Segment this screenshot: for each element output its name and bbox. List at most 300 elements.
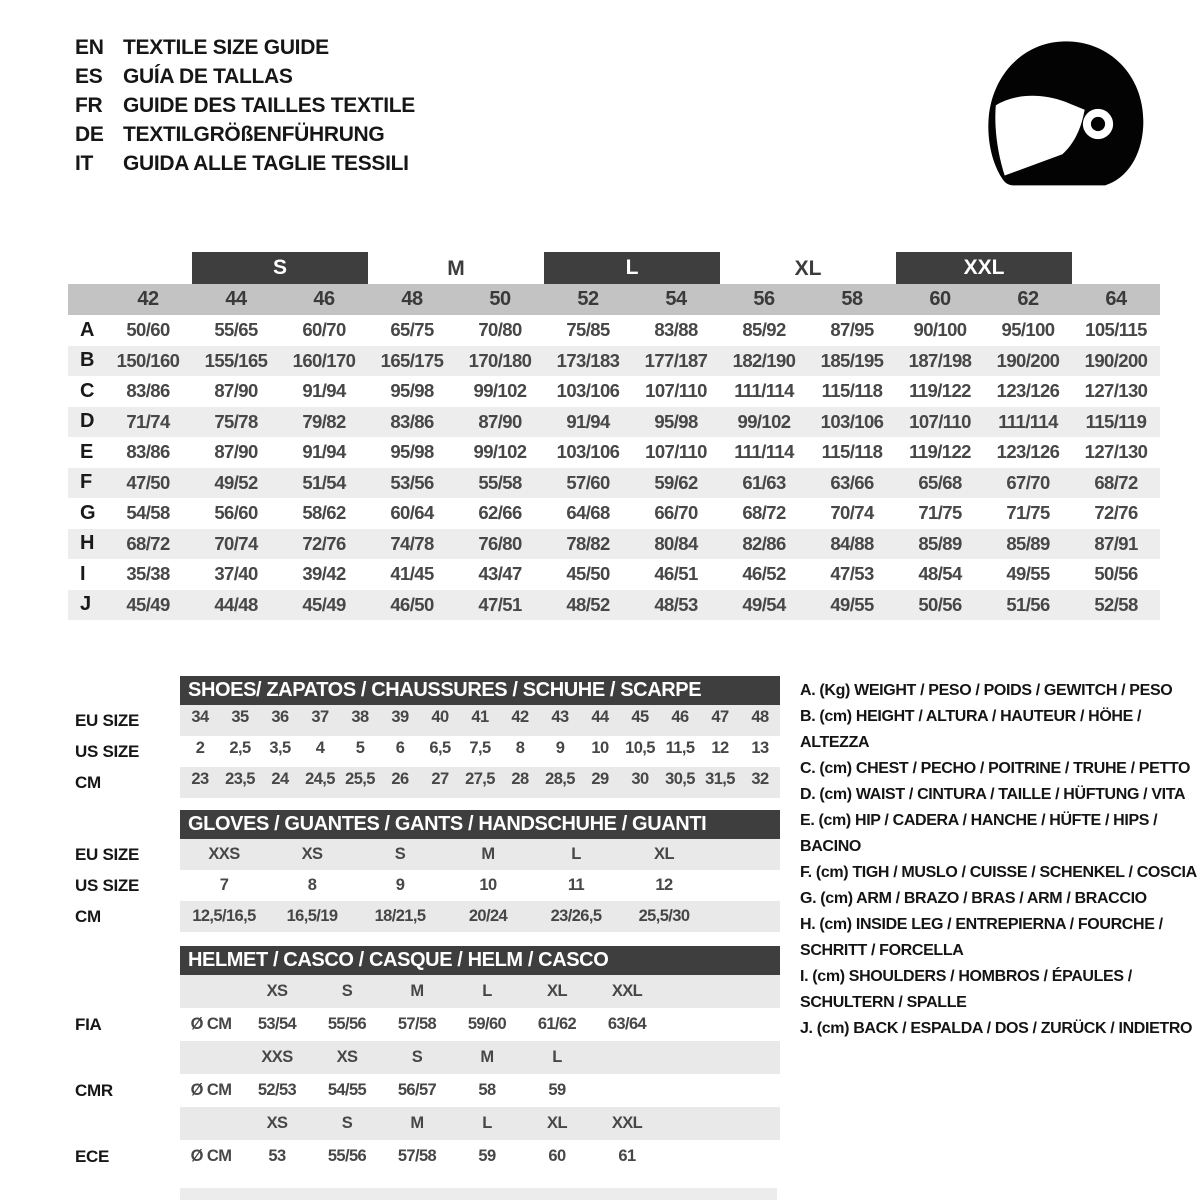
size-cell: 185/195	[820, 349, 884, 371]
language-title-line	[75, 152, 415, 181]
shoes-values	[180, 767, 780, 798]
size-cell: 75/78	[214, 410, 258, 432]
size-cell: 44/48	[214, 593, 258, 615]
size-cell: 45/50	[566, 563, 610, 585]
size-cell: 190/200	[996, 349, 1060, 371]
size-cell: 115/119	[1085, 410, 1147, 432]
helmet-values	[180, 1140, 780, 1173]
size-value: 27	[431, 770, 449, 788]
size-cell: 56/60	[214, 502, 258, 524]
size-value: 5	[355, 739, 365, 757]
size-value: 54/55	[327, 1081, 367, 1099]
size-cell: 54/58	[126, 502, 170, 524]
shoes-row	[68, 705, 780, 736]
size-band-s: S	[192, 252, 368, 284]
size-value: 11	[567, 876, 585, 894]
size-cell: 99/102	[737, 410, 791, 432]
size-cell: 68/72	[742, 502, 786, 524]
gloves-row	[68, 901, 780, 932]
size-value: 58	[478, 1081, 496, 1099]
size-cell: 107/110	[645, 441, 707, 463]
size-cell: 83/88	[654, 319, 698, 341]
size-cell: 37/40	[214, 563, 258, 585]
size-cell: 105/115	[1085, 319, 1147, 341]
size-cell: 87/95	[830, 319, 874, 341]
helmet-sizes-row	[68, 1041, 780, 1074]
measurement-legend	[800, 678, 1200, 1042]
size-cell: 87/90	[214, 441, 258, 463]
language-title-line	[75, 123, 415, 152]
size-value: 31,5	[705, 770, 735, 788]
size-cell: 57/60	[566, 471, 610, 493]
size-value: 36	[271, 708, 289, 726]
size-cell: 155/165	[204, 349, 268, 371]
size-value: 12	[711, 739, 729, 757]
spacer	[68, 1041, 180, 1074]
size-band-row	[68, 252, 1160, 284]
size-value: 23	[191, 770, 209, 788]
language-code: FR	[75, 94, 103, 117]
size-value: 57/58	[397, 1147, 437, 1165]
size-value: 25,5	[345, 770, 375, 788]
size-value: 12	[655, 876, 673, 894]
guide-title: GUIDA ALLE TAGLIE TESSILI	[123, 152, 409, 175]
table-row	[68, 315, 1160, 346]
helmet-values-row	[68, 1008, 780, 1041]
size-cell: 64/68	[566, 502, 610, 524]
helmet-values	[180, 1074, 780, 1107]
helmet-size-label: L	[482, 1114, 492, 1132]
size-value: 2,5	[229, 739, 251, 757]
shoes-section-header: SHOES/ ZAPATOS / CHAUSSURES / SCHUHE / SCARPE	[180, 676, 780, 705]
size-cell: 65/68	[918, 471, 962, 493]
size-value: 9	[395, 876, 405, 894]
size-value: 10	[591, 739, 609, 757]
size-value: 3,5	[269, 739, 291, 757]
size-cell: 48/54	[918, 563, 962, 585]
row-label: E	[80, 440, 94, 463]
table-row	[68, 498, 1160, 529]
row-label: EU SIZE	[75, 710, 140, 730]
size-value: 24	[271, 770, 289, 788]
table-row	[68, 376, 1160, 407]
size-value: 59	[478, 1147, 496, 1165]
size-cell: 47/51	[478, 593, 522, 615]
row-label: I	[80, 562, 86, 585]
helmet-values-row	[68, 1140, 780, 1173]
column-header: 46	[313, 288, 335, 310]
size-cell: 59/62	[654, 471, 698, 493]
size-value: 45	[631, 708, 649, 726]
row-label: D	[80, 410, 95, 433]
language-title-line	[75, 36, 415, 65]
size-cell: 91/94	[302, 441, 346, 463]
helmet-values-row	[68, 1074, 780, 1107]
size-value: 2	[195, 739, 205, 757]
helmet-size-label: XXL	[611, 982, 643, 1000]
size-cell: 91/94	[302, 380, 346, 402]
column-header: 44	[225, 288, 247, 310]
size-value: 63/64	[607, 1015, 647, 1033]
helmet-size-label: S	[411, 1048, 423, 1066]
column-header: 58	[841, 288, 863, 310]
row-label: CM	[75, 906, 101, 926]
size-cell: 48/53	[654, 593, 698, 615]
size-cell: 71/75	[1006, 502, 1050, 524]
size-value: 12,5/16,5	[192, 907, 256, 925]
size-value: 20/24	[468, 907, 508, 925]
size-value: 30	[631, 770, 649, 788]
shoes-size-table	[68, 676, 780, 798]
size-value: 8	[307, 876, 317, 894]
size-value: 56/57	[397, 1081, 437, 1099]
row-label: A	[80, 318, 95, 341]
size-cell: 51/54	[302, 471, 346, 493]
legend-item: I. (cm) SHOULDERS / HOMBROS / ÉPAULES / SCHULTERN / SPALLE	[800, 968, 1132, 1011]
size-cell: 41/45	[390, 563, 434, 585]
shoes-row	[68, 736, 780, 767]
size-cell: 76/80	[478, 532, 522, 554]
size-cell: 123/126	[996, 380, 1060, 402]
helmet-size-label: XS	[336, 1048, 358, 1066]
size-cell: 72/76	[1094, 502, 1138, 524]
size-cell: 111/114	[734, 380, 794, 402]
helmet-sizes	[180, 1041, 780, 1074]
row-label: US SIZE	[75, 741, 140, 761]
size-value: 16,5/19	[286, 907, 338, 925]
size-cell: 39/42	[302, 563, 346, 585]
size-cell: 173/183	[556, 349, 620, 371]
column-header: 60	[929, 288, 951, 310]
size-value: XL	[654, 845, 674, 863]
helmet-size-label: L	[552, 1048, 562, 1066]
size-cell: 49/54	[742, 593, 786, 615]
row-label: EU SIZE	[75, 844, 140, 864]
helmet-values	[180, 1008, 780, 1041]
size-cell: 67/70	[1006, 471, 1050, 493]
size-value: 23/26,5	[550, 907, 602, 925]
size-cell: 87/90	[214, 380, 258, 402]
shoes-header-row	[68, 676, 780, 705]
size-cell: 90/100	[913, 319, 967, 341]
size-value: 18/21,5	[374, 907, 426, 925]
size-cell: 80/84	[654, 532, 698, 554]
size-cell: 83/86	[126, 441, 170, 463]
standard-label: ECE	[75, 1146, 110, 1166]
size-cell: 107/110	[909, 410, 971, 432]
size-value: 32	[751, 770, 769, 788]
column-header: 64	[1105, 288, 1127, 310]
size-cell: 45/49	[126, 593, 170, 615]
guide-title: GUÍA DE TALLAS	[123, 65, 293, 88]
size-cell: 99/102	[473, 380, 527, 402]
spacer	[68, 1107, 180, 1140]
size-cell: 111/114	[998, 410, 1058, 432]
size-value: 7,5	[469, 739, 491, 757]
size-value: 28	[511, 770, 529, 788]
size-value: 48	[751, 708, 769, 726]
helmet-header-row	[68, 946, 780, 975]
size-cell: 70/74	[214, 532, 258, 554]
size-band-l: L	[544, 252, 720, 284]
gloves-values	[180, 870, 780, 901]
size-cell: 49/55	[830, 593, 874, 615]
size-value: 42	[511, 708, 529, 726]
table-row	[68, 529, 1160, 560]
size-value: 41	[471, 708, 489, 726]
row-label: G	[80, 501, 96, 524]
size-cell: 123/126	[996, 441, 1060, 463]
size-value: XXS	[208, 845, 240, 863]
size-cell: 65/75	[390, 319, 434, 341]
spacer	[68, 975, 180, 1008]
size-cell: 127/130	[1084, 441, 1148, 463]
size-cell: 51/56	[1006, 593, 1050, 615]
size-cell: 50/56	[1094, 563, 1138, 585]
size-cell: 95/100	[1001, 319, 1055, 341]
size-value: 6	[395, 739, 405, 757]
size-value: 59	[548, 1081, 566, 1099]
size-cell: 49/52	[214, 471, 258, 493]
size-value: 4	[315, 739, 325, 757]
helmet-size-label: XS	[266, 1114, 288, 1132]
column-header: 52	[577, 288, 599, 310]
size-cell: 182/190	[732, 349, 796, 371]
size-cell: 66/70	[654, 502, 698, 524]
size-cell: 45/49	[302, 593, 346, 615]
legend-item: B. (cm) HEIGHT / ALTURA / HAUTEUR / HÖHE / ALTEZZA	[800, 708, 1142, 751]
size-cell: 78/82	[566, 532, 610, 554]
size-cell: 160/170	[292, 349, 356, 371]
column-header: 48	[401, 288, 423, 310]
size-band-m: M	[447, 257, 465, 280]
size-cell: 99/102	[473, 441, 527, 463]
size-cell: 71/75	[918, 502, 962, 524]
row-label: US SIZE	[75, 875, 140, 895]
size-cell: 103/106	[820, 410, 884, 432]
size-value: 29	[591, 770, 609, 788]
helmet-sizes	[180, 975, 780, 1008]
size-value: 27,5	[465, 770, 495, 788]
size-cell: 87/91	[1094, 532, 1138, 554]
shoes-rows	[68, 705, 780, 798]
column-header: 42	[137, 288, 159, 310]
size-value: 47	[711, 708, 729, 726]
size-cell: 71/74	[126, 410, 170, 432]
size-cell: 74/78	[390, 532, 434, 554]
row-label: J	[80, 593, 92, 616]
size-cell: 46/52	[742, 563, 786, 585]
table-row	[68, 437, 1160, 468]
size-cell: 52/58	[1094, 593, 1138, 615]
language-code: EN	[75, 36, 104, 59]
size-cell: 79/82	[302, 410, 346, 432]
size-cell: 55/58	[478, 471, 522, 493]
size-cell: 82/86	[742, 532, 786, 554]
size-cell: 165/175	[380, 349, 444, 371]
size-value: 6,5	[429, 739, 451, 757]
shoes-values	[180, 705, 780, 736]
size-cell: 83/86	[126, 380, 170, 402]
size-value: 26	[391, 770, 409, 788]
helmet-sizes	[180, 1107, 780, 1140]
helmet-size-label: M	[410, 1114, 424, 1132]
gloves-values	[180, 839, 780, 870]
size-value: 9	[555, 739, 565, 757]
size-value: 13	[751, 739, 769, 757]
size-value: 38	[351, 708, 369, 726]
size-cell: 50/56	[918, 593, 962, 615]
row-label: H	[80, 532, 95, 555]
language-code: IT	[75, 152, 94, 175]
diameter-unit-label: Ø CM	[190, 1081, 232, 1099]
gloves-size-table	[68, 810, 780, 932]
diameter-unit-label: Ø CM	[190, 1015, 232, 1033]
size-value: L	[571, 845, 581, 863]
shoes-row	[68, 767, 780, 798]
size-cell: 72/76	[302, 532, 346, 554]
column-header: 54	[665, 288, 687, 310]
size-cell: 46/50	[390, 593, 434, 615]
size-cell: 95/98	[654, 410, 698, 432]
shoes-values	[180, 736, 780, 767]
size-value: 34	[191, 708, 209, 726]
size-cell: 115/118	[821, 380, 883, 402]
gloves-row	[68, 839, 780, 870]
helmet-size-label: M	[410, 982, 424, 1000]
language-code: ES	[75, 65, 103, 88]
helmet-rows	[68, 975, 780, 1173]
size-cell: 60/64	[390, 502, 434, 524]
size-cell: 70/80	[478, 319, 522, 341]
guide-title: TEXTILE SIZE GUIDE	[123, 36, 329, 59]
size-band-xl: XL	[794, 257, 822, 280]
standard-label: CMR	[75, 1080, 113, 1100]
size-cell: 127/130	[1084, 380, 1148, 402]
helmet-size-label: M	[480, 1048, 494, 1066]
helmet-size-label: XXS	[261, 1048, 293, 1066]
size-value: 28,5	[545, 770, 575, 788]
size-value: 24,5	[305, 770, 335, 788]
title-language-list	[75, 36, 415, 181]
size-value: 55/56	[327, 1015, 367, 1033]
size-cell: 177/187	[644, 349, 708, 371]
spacer	[68, 810, 180, 839]
helmet-size-table	[68, 946, 780, 1173]
helmet-size-label: XXL	[611, 1114, 643, 1132]
size-cell: 58/62	[302, 502, 346, 524]
table-row	[68, 346, 1160, 377]
size-cell: 70/74	[830, 502, 874, 524]
helmet-size-label: L	[482, 982, 492, 1000]
legend-item: C. (cm) CHEST / PECHO / POITRINE / TRUHE / PETTO	[800, 760, 1191, 777]
size-value: 23,5	[225, 770, 255, 788]
column-header: 56	[753, 288, 775, 310]
gloves-header-row	[68, 810, 780, 839]
column-header: 62	[1017, 288, 1039, 310]
legend-item: E. (cm) HIP / CADERA / HANCHE / HÜFTE / HIPS / BACINO	[800, 812, 1158, 855]
legend-item: G. (cm) ARM / BRAZO / BRAS / ARM / BRACCIO	[800, 890, 1147, 907]
row-label: B	[80, 349, 95, 372]
diameter-unit-label: Ø CM	[190, 1147, 232, 1165]
size-value: 44	[591, 708, 609, 726]
table-row	[68, 407, 1160, 438]
size-cell: 111/114	[734, 441, 794, 463]
helmet-sizes-row	[68, 975, 780, 1008]
size-value: 61/62	[537, 1015, 577, 1033]
size-cell: 85/92	[742, 319, 786, 341]
size-band-xxl: XXL	[896, 252, 1072, 284]
size-value: 57/58	[397, 1015, 437, 1033]
size-cell: 55/65	[214, 319, 258, 341]
row-label: C	[80, 379, 95, 402]
size-value: 39	[391, 708, 409, 726]
size-cell: 68/72	[1094, 471, 1138, 493]
size-cell: 50/60	[126, 319, 170, 341]
size-cell: 95/98	[390, 441, 434, 463]
size-value: M	[481, 845, 495, 863]
size-cell: 47/50	[126, 471, 170, 493]
size-value: 10	[479, 876, 497, 894]
size-value: 25,5/30	[638, 907, 690, 925]
size-value: 10,5	[625, 739, 655, 757]
size-value: 35	[231, 708, 249, 726]
size-value: 53	[268, 1147, 286, 1165]
size-value: 37	[311, 708, 329, 726]
row-label: CM	[75, 772, 101, 792]
size-cell: 61/63	[742, 471, 786, 493]
size-cell: 48/52	[566, 593, 610, 615]
size-value: 43	[551, 708, 569, 726]
size-cell: 85/89	[918, 532, 962, 554]
helmet-size-label: XS	[266, 982, 288, 1000]
standard-label: FIA	[75, 1014, 102, 1034]
legend-item: H. (cm) INSIDE LEG / ENTREPIERNA / FOURCHE / SCHRITT / FORCELLA	[800, 916, 1163, 959]
size-cell: 53/56	[390, 471, 434, 493]
size-value: 59/60	[467, 1015, 507, 1033]
size-value: 8	[515, 739, 525, 757]
spacer	[68, 676, 180, 705]
helmet-sizes-row	[68, 1107, 780, 1140]
gloves-section-header: GLOVES / GUANTES / GANTS / HANDSCHUHE / GUANTI	[180, 810, 780, 839]
gloves-row	[68, 870, 780, 901]
size-value: XS	[301, 845, 323, 863]
racing-helmet-icon	[975, 36, 1157, 196]
size-cell: 60/70	[302, 319, 346, 341]
size-cell: 119/122	[909, 441, 971, 463]
size-cell: 150/160	[116, 349, 180, 371]
size-value: 60	[548, 1147, 566, 1165]
row-label: F	[80, 471, 93, 494]
column-header: 50	[489, 288, 511, 310]
size-cell: 68/72	[126, 532, 170, 554]
legend-item: J. (cm) BACK / ESPALDA / DOS / ZURÜCK / INDIETRO	[800, 1020, 1193, 1037]
size-value: S	[394, 845, 406, 863]
legend-item: D. (cm) WAIST / CINTURA / TAILLE / HÜFTUNG / VITA	[800, 786, 1186, 803]
size-cell: 63/66	[830, 471, 874, 493]
size-value: 7	[219, 876, 229, 894]
size-cell: 95/98	[390, 380, 434, 402]
size-value: 61	[618, 1147, 636, 1165]
size-cell: 103/106	[556, 380, 620, 402]
helmet-size-label: XL	[547, 1114, 567, 1132]
size-cell: 103/106	[556, 441, 620, 463]
size-cell: 107/110	[645, 380, 707, 402]
size-cell: 62/66	[478, 502, 522, 524]
size-cell: 84/88	[830, 532, 874, 554]
helmet-section-header: HELMET / CASCO / CASQUE / HELM / CASCO	[180, 946, 780, 975]
size-cell: 91/94	[566, 410, 610, 432]
